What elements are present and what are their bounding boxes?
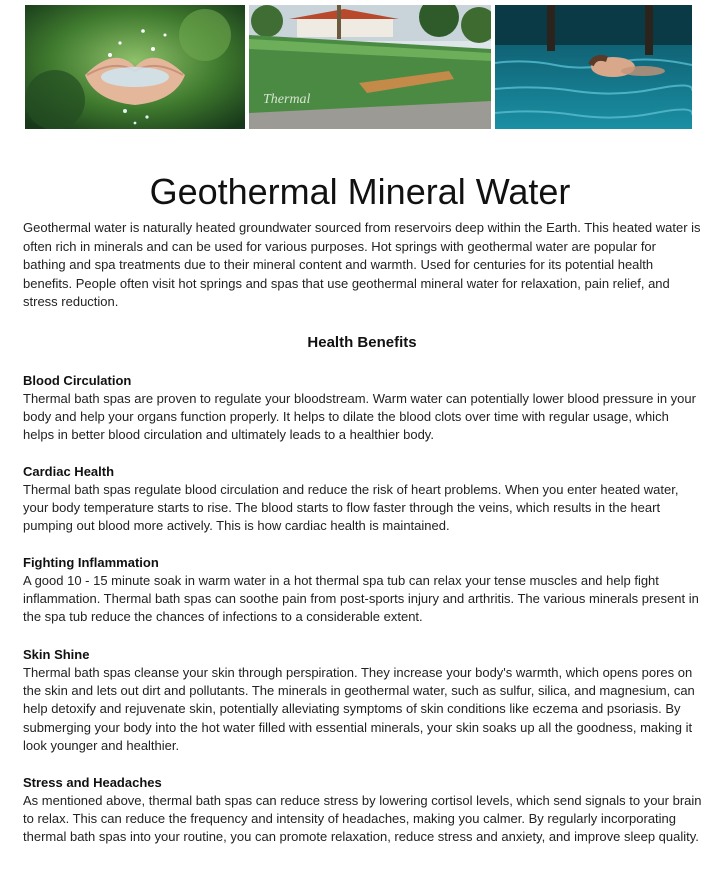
benefit-body: Thermal bath spas are proven to regulate your bloodstream. Warm water can potentially lower blood pressure in your body and help your organs function properly. It helps to dilate the blood clots over time with regular usage, which helps in better blood circulation and ultimately leads to a healthier body. bbox=[23, 391, 696, 443]
benefit-skin-shine bbox=[23, 646, 703, 755]
photo-strip bbox=[25, 5, 692, 129]
thermal-caption: Thermal bbox=[263, 92, 311, 107]
benefit-fighting-inflammation bbox=[23, 554, 703, 627]
benefit-title: Fighting Inflammation bbox=[23, 555, 159, 570]
benefit-title: Stress and Headaches bbox=[23, 775, 162, 790]
benefit-title: Cardiac Health bbox=[23, 464, 115, 479]
water-hands-photo bbox=[25, 5, 245, 129]
section-heading: Health Benefits bbox=[307, 334, 417, 351]
benefit-stress-headaches bbox=[23, 774, 703, 847]
pool-relaxing-photo bbox=[495, 5, 692, 129]
benefit-body: Thermal bath spas regulate blood circulation and reduce the risk of heart problems. When you enter heated water, your body temperature starts to rise. The blood starts to flow faster through the veins, which results in the heart pumping out blood more actively. This is how cardiac health is maintained. bbox=[23, 482, 679, 534]
intro-paragraph: Geothermal water is naturally heated groundwater sourced from reservoirs deep within the Earth. This heated water is often rich in minerals and can be used for various purposes. Hot springs with geothermal water are popular for bathing and spa treatments due to their mineral content and warmth. Used for centuries for its potential health benefits. People often visit hot springs and spas that use geothermal mineral water for relaxation, pain relief, and stress reduction. bbox=[23, 220, 701, 310]
benefit-body: Thermal bath spas cleanse your skin through perspiration. They increase your body's warmth, which opens pores on the skin and lets out dirt and pollutants. The minerals in geothermal water, such as sulfur, silica, and magnesium, can help detoxify and rejuvenate skin, potentially alleviating symptoms of skin conditions like eczema and psoriasis. By submerging your body into the hot water filled with essential minerals, your skin soaks up all the goodness, making it look younger and healthier. bbox=[23, 665, 695, 753]
benefit-cardiac-health bbox=[23, 463, 703, 536]
benefit-blood-circulation bbox=[23, 372, 703, 445]
benefit-body: As mentioned above, thermal bath spas can reduce stress by lowering cortisol levels, which send signals to your brain to relax. This can reduce the frequency and intensity of headaches, making you calmer. By regularly incorporating thermal bath spas into your routine, you can promote relaxation, reduce stress and anxiety, and improve sleep quality. bbox=[23, 793, 702, 845]
page-title: Geothermal Mineral Water bbox=[149, 171, 571, 212]
benefit-title: Skin Shine bbox=[23, 647, 90, 662]
thermal-garden-photo bbox=[249, 5, 491, 129]
benefit-body: A good 10 - 15 minute soak in warm water in a hot thermal spa tub can relax your tense muscles and help fight inflammation. Thermal bath spas can soothe pain from post-sports injury and arthritis. The various minerals present in the spa tub reduce the chances of infections to a considerable extent. bbox=[23, 573, 699, 625]
benefit-title: Blood Circulation bbox=[23, 373, 132, 388]
